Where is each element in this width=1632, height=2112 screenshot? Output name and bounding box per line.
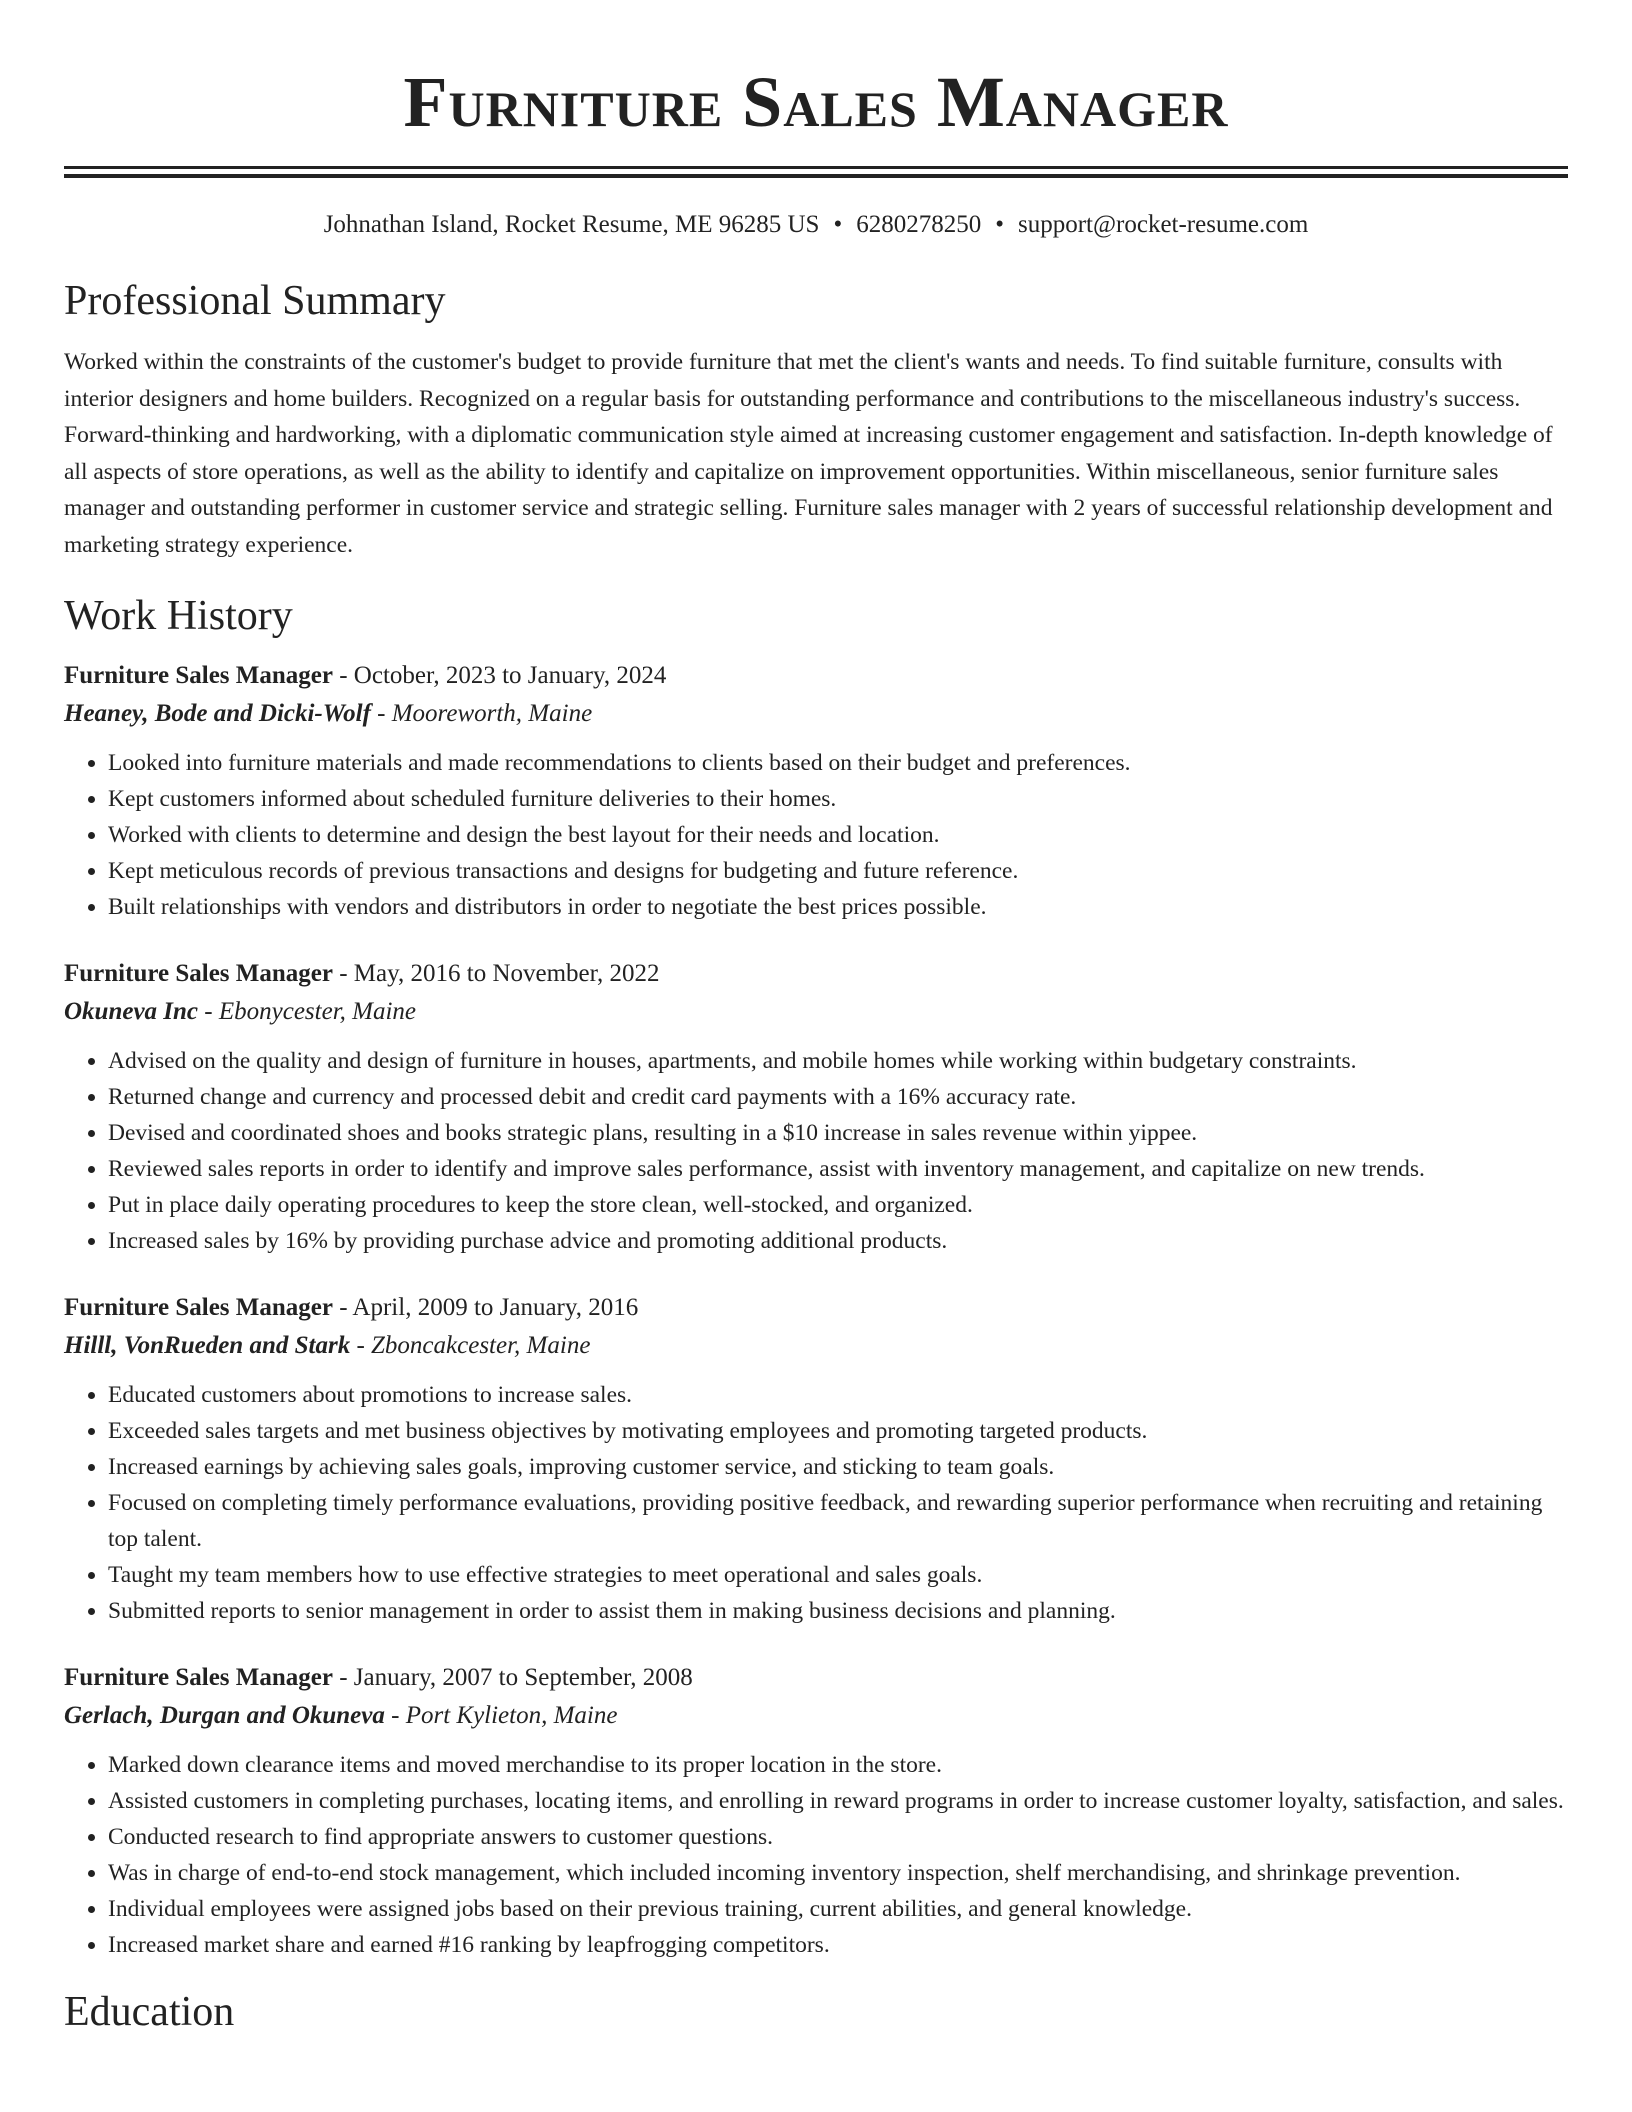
job-bullet: • Advised on the quality and design of furniture in houses, apartments, and mobile homes while working within budgetary constraints.	[108, 1043, 1568, 1079]
job-header-line	[64, 955, 1568, 993]
company-dash: -	[356, 1332, 365, 1359]
company-name: Heaney, Bode and Dicki-Wolf	[64, 700, 371, 727]
job-bullet-list	[64, 1747, 1568, 1963]
company-name: Hilll, VonRueden and Stark	[64, 1332, 351, 1359]
job-title: Furniture Sales Manager	[64, 1664, 333, 1691]
job-title: Furniture Sales Manager	[64, 662, 333, 689]
summary-text: Worked within the constraints of the customer's budget to provide furniture that met the client's wants and needs. To find suitable furniture, consults with interior designers and home builders. Recognized on a regular basis for outstanding performance and contributions to the miscellaneous industry's success. Forward-thinking and hardworking, with a diplomatic communication style aimed at increasing customer engagement and satisfaction. In-depth knowledge of all aspects of store operations, as well as the ability to identify and capitalize on improvement opportunities. Within miscellaneous, senior furniture sales manager and outstanding performer in customer service and strategic selling. Furniture sales manager with 2 years of successful relationship development and marketing strategy experience.	[64, 349, 1553, 558]
job-bullet: • Individual employees were assigned jobs based on their previous training, current abilities, and general knowledge.	[108, 1891, 1568, 1927]
job-dash: -	[339, 1294, 348, 1321]
company-location: Ebonycester, Maine	[218, 998, 417, 1025]
company-line	[64, 1697, 1568, 1735]
job-entry	[64, 657, 1568, 925]
contact-separator: •	[833, 211, 843, 238]
job-bullet: • Reviewed sales reports in order to identify and improve sales performance, assist with inventory management, and capitalize on new trends.	[108, 1151, 1568, 1187]
job-header-line	[64, 1659, 1568, 1697]
contact-address: Johnathan Island, Rocket Resume, ME 96285 US	[323, 211, 820, 238]
job-bullet: • Assisted customers in completing purchases, locating items, and enrolling in reward programs in order to increase customer loyalty, satisfaction, and sales.	[108, 1783, 1568, 1819]
job-bullet: • Focused on completing timely performance evaluations, providing positive feedback, and rewarding superior performance when recruiting and retaining top talent.	[108, 1485, 1568, 1557]
job-bullet-list	[64, 1043, 1568, 1259]
resume-page	[64, 0, 1568, 2039]
job-entry	[64, 955, 1568, 1259]
work-history-list	[64, 657, 1568, 1963]
education-heading: Education	[64, 1989, 235, 2035]
job-bullet: • Kept meticulous records of previous transactions and designs for budgeting and future reference.	[108, 853, 1568, 889]
job-dates: October, 2023 to January, 2024	[353, 662, 667, 689]
company-line	[64, 695, 1568, 733]
job-bullet: • Put in place daily operating procedures to keep the store clean, well-stocked, and organized.	[108, 1187, 1568, 1223]
job-bullet: • Built relationships with vendors and distributors in order to negotiate the best prices possible.	[108, 889, 1568, 925]
job-bullet: • Returned change and currency and processed debit and credit card payments with a 16% accuracy rate.	[108, 1079, 1568, 1115]
contact-line	[64, 208, 1568, 242]
title-double-rule	[64, 166, 1568, 178]
job-bullet: • Educated customers about promotions to increase sales.	[108, 1377, 1568, 1413]
job-dash: -	[339, 960, 348, 987]
company-name: Okuneva Inc	[64, 998, 199, 1025]
company-location: Mooreworth, Maine	[391, 700, 593, 727]
job-bullet: • Taught my team members how to use effective strategies to meet operational and sales goals.	[108, 1557, 1568, 1593]
job-bullet: • Devised and coordinated shoes and books strategic plans, resulting in a $10 increase in sales revenue within yippee.	[108, 1115, 1568, 1151]
job-title: Furniture Sales Manager	[64, 1294, 333, 1321]
job-bullet: • Increased sales by 16% by providing purchase advice and promoting additional products.	[108, 1223, 1568, 1259]
contact-email: support@rocket-resume.com	[1018, 211, 1309, 238]
work-history-heading: Work History	[64, 593, 293, 639]
job-bullet: • Was in charge of end-to-end stock management, which included incoming inventory inspection, shelf merchandising, and shrinkage prevention.	[108, 1855, 1568, 1891]
job-dash: -	[339, 1664, 348, 1691]
job-dates: January, 2007 to September, 2008	[353, 1664, 693, 1691]
company-location: Zboncakcester, Maine	[371, 1332, 591, 1359]
job-header-line	[64, 1289, 1568, 1327]
job-dash: -	[339, 662, 348, 689]
contact-separator: •	[995, 211, 1004, 238]
company-location: Port Kylieton, Maine	[405, 1702, 618, 1729]
company-dash: -	[391, 1702, 400, 1729]
job-bullet-list	[64, 1377, 1568, 1629]
contact-phone: 6280278250	[856, 211, 982, 238]
job-entry	[64, 1289, 1568, 1629]
job-dates: May, 2016 to November, 2022	[353, 960, 660, 987]
resume-title: Furniture Sales Manager	[403, 62, 1229, 142]
summary-heading: Professional Summary	[64, 278, 446, 324]
job-bullet: • Looked into furniture materials and made recommendations to clients based on their budget and preferences.	[108, 745, 1568, 781]
job-bullet: • Conducted research to find appropriate answers to customer questions.	[108, 1819, 1568, 1855]
job-bullet: • Kept customers informed about scheduled furniture deliveries to their homes.	[108, 781, 1568, 817]
company-line	[64, 993, 1568, 1031]
job-bullet-list	[64, 745, 1568, 925]
job-bullet: • Exceeded sales targets and met business objectives by motivating employees and promoting targeted products.	[108, 1413, 1568, 1449]
job-bullet: • Marked down clearance items and moved merchandise to its proper location in the store.	[108, 1747, 1568, 1783]
company-dash: -	[204, 998, 213, 1025]
job-header-line	[64, 657, 1568, 695]
company-name: Gerlach, Durgan and Okuneva	[64, 1702, 385, 1729]
job-bullet: • Submitted reports to senior management in order to assist them in making business decisions and planning.	[108, 1593, 1568, 1629]
job-dates: April, 2009 to January, 2016	[352, 1294, 639, 1321]
job-bullet: • Increased earnings by achieving sales goals, improving customer service, and sticking to team goals.	[108, 1449, 1568, 1485]
job-entry	[64, 1659, 1568, 1963]
company-line	[64, 1327, 1568, 1365]
company-dash: -	[377, 700, 386, 727]
job-bullet: • Worked with clients to determine and design the best layout for their needs and location.	[108, 817, 1568, 853]
job-title: Furniture Sales Manager	[64, 960, 333, 987]
job-bullet: • Increased market share and earned #16 ranking by leapfrogging competitors.	[108, 1927, 1568, 1963]
